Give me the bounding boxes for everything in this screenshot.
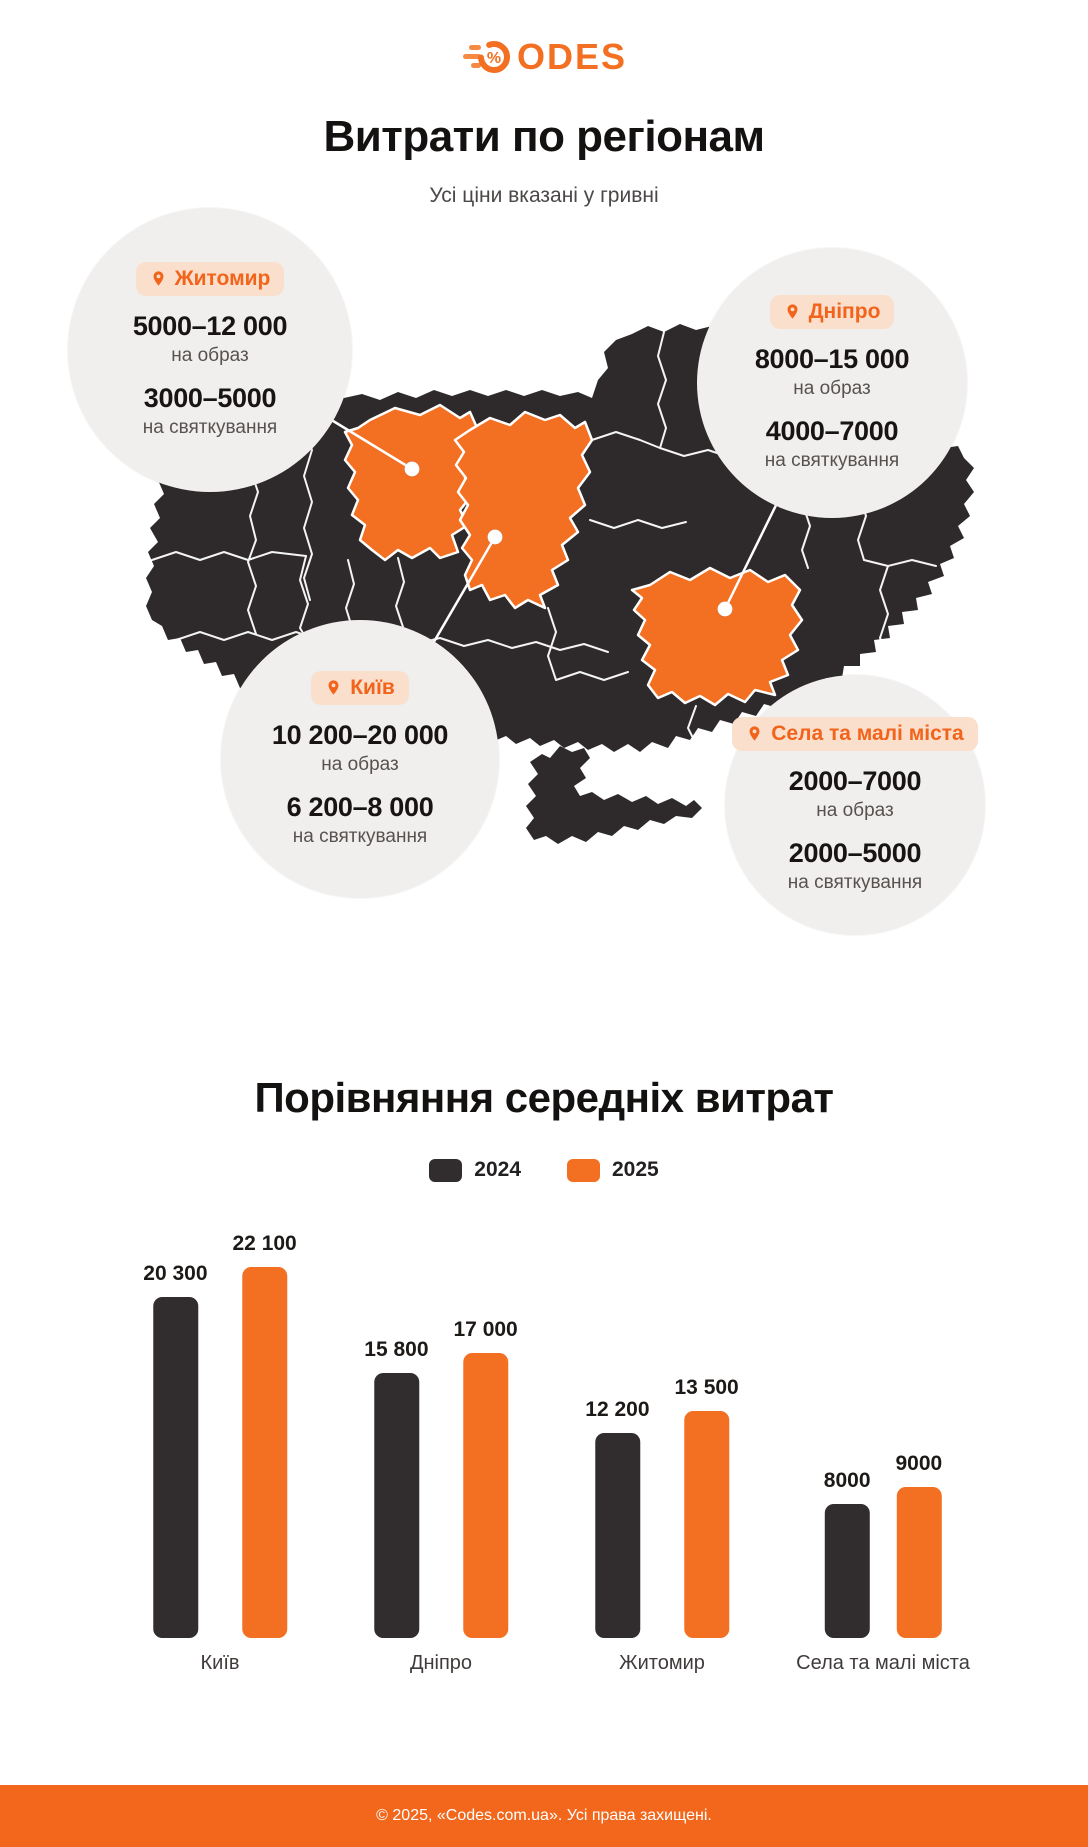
zhytomyr-map-dot	[405, 462, 420, 477]
image-cost-range: 8000–15 000	[754, 343, 910, 374]
page-subtitle: Усі ціни вказані у гривні	[429, 184, 659, 207]
bar-column	[824, 1469, 871, 1638]
bar-value-label: 20 300	[143, 1262, 208, 1285]
legend-item-2025	[567, 1158, 659, 1182]
kyiv-map-dot	[488, 530, 503, 545]
bar-value-label: 8000	[823, 1469, 871, 1492]
bar-2024-kyiv	[153, 1297, 198, 1638]
location-badge	[136, 262, 285, 296]
image-cost-range: 5000–12 000	[132, 310, 288, 341]
bar-2024-dnipro	[374, 1373, 419, 1638]
bar-column	[454, 1318, 518, 1638]
bar-column	[585, 1398, 649, 1638]
bar-value-label: 12 200	[585, 1398, 650, 1421]
location-badge-label: Дніпро	[808, 299, 881, 323]
chart-legend	[0, 1158, 1088, 1182]
crimea-peninsula-shape	[526, 746, 702, 844]
bar-column	[896, 1452, 943, 1638]
location-badge-label: Київ	[350, 675, 395, 699]
bar-value-label: 17 000	[453, 1318, 518, 1341]
footer	[0, 1785, 1088, 1847]
bar-column	[143, 1262, 207, 1638]
bar-group-villages	[824, 1452, 942, 1638]
info-bubble-kyiv	[221, 620, 499, 898]
location-pin-icon	[784, 303, 801, 320]
page-title: Витрати по регіонам	[323, 112, 765, 161]
location-badge-label: Житомир	[174, 266, 271, 290]
location-badge-label: Села та малі міста	[771, 721, 964, 745]
location-badge	[770, 295, 895, 329]
legend-item-2024	[429, 1158, 521, 1182]
logo-text: ODES	[516, 36, 628, 77]
bar-value-label: 9000	[895, 1452, 943, 1475]
legend-label-2025: 2025	[612, 1158, 659, 1181]
location-pin-icon	[150, 270, 167, 287]
bar-group-kyiv	[143, 1232, 296, 1638]
info-bubble-dnipro	[697, 248, 967, 518]
info-bubble-zhytomyr	[68, 208, 352, 492]
legend-label-2024: 2024	[474, 1158, 521, 1181]
bar-2025-villages	[896, 1487, 941, 1638]
bar-group-zhytomyr	[585, 1376, 738, 1638]
location-pin-icon	[325, 679, 342, 696]
category-label-villages: Села та малі міста	[796, 1652, 970, 1674]
location-badge	[311, 671, 409, 705]
image-cost-range: 10 200–20 000	[271, 719, 449, 750]
category-label-kyiv: Київ	[200, 1652, 240, 1674]
category-label-dnipro: Дніпро	[409, 1652, 473, 1674]
celebration-cost-label: на святкування	[764, 449, 900, 471]
bar-2025-zhytomyr	[684, 1411, 729, 1638]
celebration-cost-label: на святкування	[787, 871, 923, 893]
celebration-cost-range: 2000–5000	[788, 837, 922, 868]
bar-2025-dnipro	[463, 1353, 508, 1638]
copyright-text: © 2025, «Codes.com.ua». Усі права захищені.	[376, 1807, 712, 1824]
celebration-cost-label: на святкування	[142, 416, 278, 438]
bar-column	[364, 1338, 428, 1638]
bar-2025-kyiv	[242, 1267, 287, 1638]
bar-column	[675, 1376, 739, 1638]
bar-group-dnipro	[364, 1318, 517, 1638]
celebration-cost-range: 6 200–8 000	[286, 791, 434, 822]
bar-value-label: 22 100	[232, 1232, 297, 1255]
location-pin-icon	[746, 725, 763, 742]
image-cost-label: на образ	[793, 377, 871, 399]
bar-value-label: 13 500	[674, 1376, 739, 1399]
chart-title: Порівняння середніх витрат	[254, 1074, 834, 1121]
image-cost-range: 2000–7000	[788, 765, 922, 796]
category-label-zhytomyr: Житомир	[619, 1652, 705, 1674]
celebration-cost-range: 3000–5000	[143, 382, 277, 413]
image-cost-label: на образ	[321, 753, 399, 775]
celebration-cost-range: 4000–7000	[765, 415, 899, 446]
legend-swatch-2024	[429, 1159, 462, 1182]
bar-2024-villages	[825, 1504, 870, 1638]
logo-percent-glyph: %	[486, 50, 502, 67]
bar-value-label: 15 800	[364, 1338, 429, 1361]
location-badge	[732, 717, 977, 751]
legend-swatch-2025	[567, 1159, 600, 1182]
info-bubble-villages	[725, 675, 985, 935]
bar-2024-zhytomyr	[595, 1433, 640, 1638]
bar-column	[233, 1232, 297, 1638]
celebration-cost-label: на святкування	[292, 825, 428, 847]
dnipro-map-dot	[718, 602, 733, 617]
image-cost-label: на образ	[816, 799, 894, 821]
image-cost-label: на образ	[171, 344, 249, 366]
